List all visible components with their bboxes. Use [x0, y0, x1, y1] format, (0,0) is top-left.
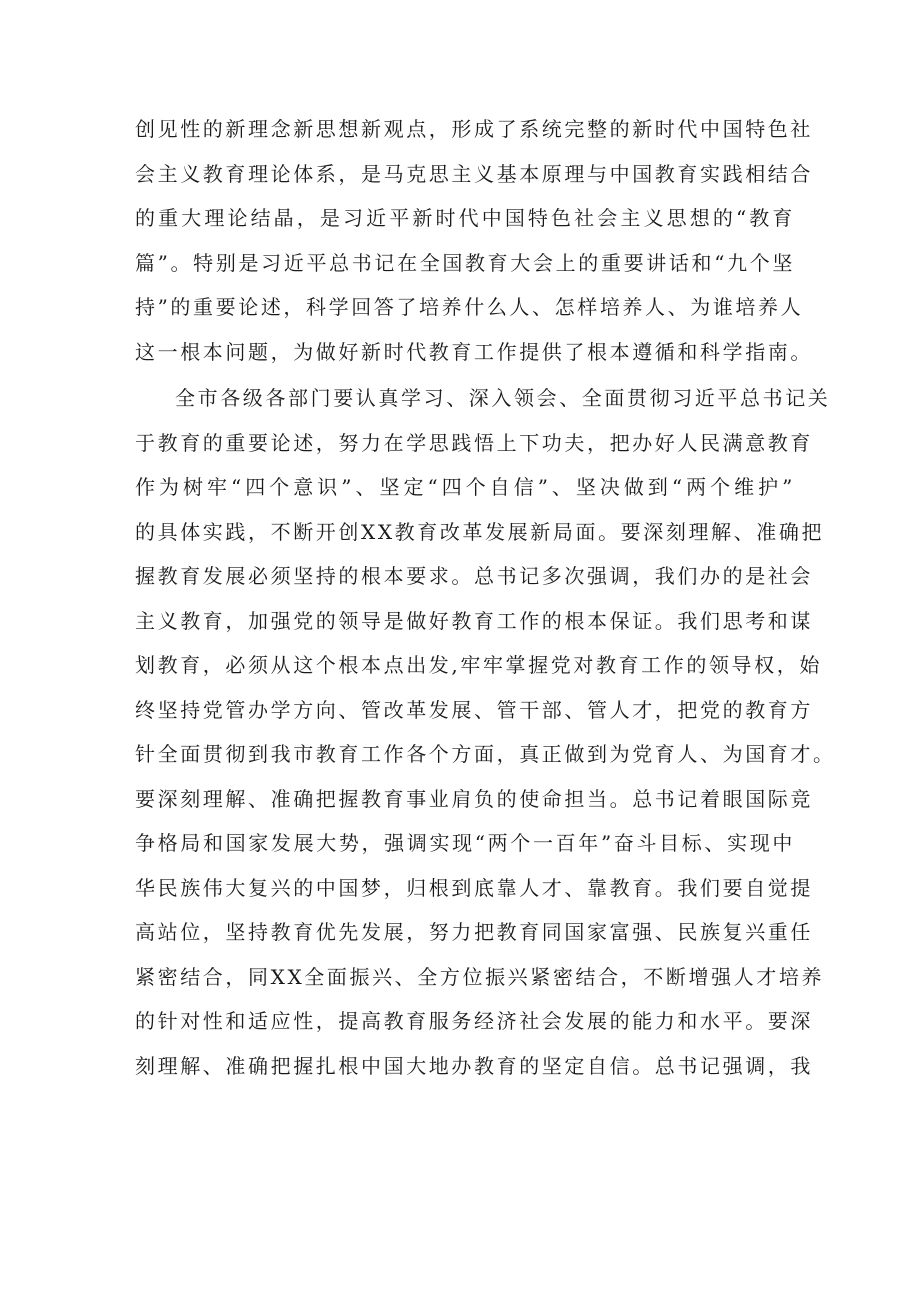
text-line: 全市各级各部门要认真学习、深入领会、全面贯彻习近平总书记关 [175, 386, 831, 410]
text-line: 主义教育，加强党的领导是做好教育工作的根本保证。我们思考和谋 [135, 608, 813, 633]
text-line: 持”的重要论述，科学回答了培养什么人、怎样培养人、为谁培养人 [135, 295, 804, 319]
text-line: 握教育发展必须坚持的根本要求。总书记多次强调，我们办的是社会 [135, 564, 813, 588]
paragraph-2 [135, 376, 836, 1088]
text-line: 这一根本问题，为做好新时代教育工作提供了根本遵循和科学指南。 [135, 339, 813, 364]
text-line: 于教育的重要论述，努力在学思践悟上下功夫，把办好人民满意教育 [135, 430, 813, 455]
text-line: 篇”。特别是习近平总书记在全国教育大会上的重要讲话和“九个坚 [135, 250, 795, 275]
text-line: 争格局和国家发展大势，强调实现“两个一百年”奋斗目标、实现中 [135, 831, 795, 855]
text-line: 会主义教育理论体系，是马克思主义基本原理与中国教育实践相结合 [135, 161, 813, 186]
text-line: 的重大理论结晶，是习近平新时代中国特色社会主义思想的“教育 [135, 206, 795, 230]
text-line: 紧密结合，同XX全面振兴、全方位振兴紧密结合，不断增强人才培养 [135, 964, 825, 989]
text-line: 的针对性和适应性，提高教育服务经济社会发展的能力和水平。要深 [135, 1009, 813, 1033]
text-line: 华民族伟大复兴的中国梦，归根到底靠人才、靠教育。我们要自觉提 [135, 875, 813, 900]
text-line: 针全面贯彻到我市教育工作各个方面，真正做到为党育人、为国育才。 [135, 742, 836, 766]
text-line: 创见性的新理念新思想新观点，形成了系统完整的新时代中国特色社 [135, 117, 813, 141]
text-line: 终坚持党管办学方向、管改革发展、管干部、管人才，把党的教育方 [135, 697, 813, 722]
text-line: 高站位，坚持教育优先发展，努力把教育同国家富强、民族复兴重任 [135, 920, 813, 944]
paragraph-1 [135, 107, 813, 374]
text-line: 作为树牢“四个意识”、坚定“四个自信”、坚决做到“两个维护” [135, 475, 795, 499]
text-line: 的具体实践，不断开创XX教育改革发展新局面。要深刻理解、准确把 [135, 519, 825, 544]
text-line: 刻理解、准确把握扎根中国大地办教育的坚定自信。总书记强调，我 [135, 1053, 813, 1078]
text-line: 划教育，必须从这个根本点出发,牢牢掌握党对教育工作的领导权，始 [135, 653, 822, 677]
text-line: 要深刻理解、准确把握教育事业肩负的使命担当。总书记着眼国际竞 [135, 786, 813, 811]
